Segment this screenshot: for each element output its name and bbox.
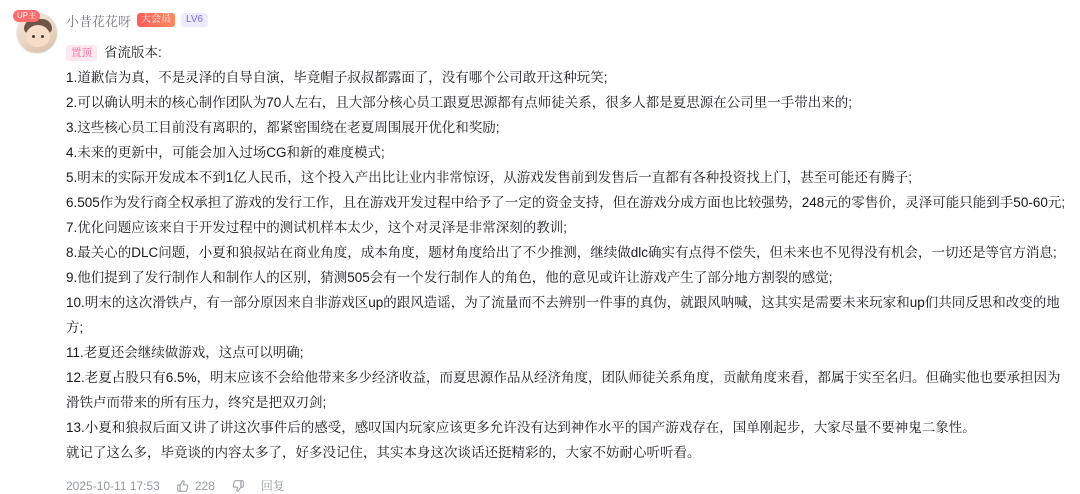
- comment-line-5: 5.明末的实际开发成本不到1亿人民币，这个投入产出比让业内非常惊讶，从游戏发售前到发售后一直都有各种投资找上门，甚至可能还有腾子;: [66, 170, 913, 185]
- avatar-up-badge: UP主: [13, 10, 40, 22]
- comment-line-11: 11.老夏还会继续做游戏，这点可以明确;: [66, 345, 304, 360]
- comment-line-14: 就记了这么多，毕竟谈的内容太多了，好多没记住，其实本身这次谈话还挺精彩的，大家不妨耐心听听看。: [66, 445, 701, 460]
- user-name[interactable]: 小昔花花呀: [66, 13, 132, 29]
- dislike-button[interactable]: [231, 479, 245, 493]
- user-row: [66, 10, 1066, 30]
- comment-line-4: 4.未来的更新中，可能会加入过场CG和新的难度模式;: [66, 145, 385, 160]
- comment-timestamp: 2025-10-11 17:53: [66, 478, 160, 493]
- reply-button[interactable]: 回复: [260, 479, 285, 493]
- comment-line-3: 3.这些核心员工目前没有离职的，都紧密围绕在老夏周围展开优化和奖励;: [66, 120, 500, 135]
- comment-content: [66, 40, 1066, 465]
- thumb-up-icon: [176, 479, 190, 493]
- comment-line-12: 12.老夏占股只有6.5%，明末应该不会给他带来多少经济收益，而夏思源作品从经济角度，团队师徒关系角度，贡献角度来看，都属于实至名归。但确实他也要承担因为滑铁卢而带来的所有压力，终究是把双刃剑;: [66, 370, 1061, 410]
- comment-footer: [66, 477, 1066, 494]
- avatar-face: [26, 25, 50, 47]
- comment-line-7: 7.优化问题应该来自于开发过程中的测试机样本太少，这个对灵泽是非常深刻的教训;: [66, 220, 568, 235]
- like-button[interactable]: [176, 479, 215, 493]
- avatar-eye-left: [32, 35, 35, 38]
- avatar[interactable]: [16, 12, 58, 54]
- level-badge: LV6: [181, 13, 208, 27]
- like-count: 228: [194, 478, 215, 493]
- avatar-eye-right: [41, 35, 44, 38]
- comment-line-6: 6.505作为发行商全权承担了游戏的发行工作，且在游戏开发过程中给予了一定的资金支持，但在游戏分成方面也比较强势，248元的零售价，灵泽可能只能到手50-60元;: [66, 195, 1066, 210]
- comment-line-13: 13.小夏和狼叔后面又讲了讲这次事件后的感受，感叹国内玩家应该更多允许没有达到神作水平的国产游戏存在，国单刚起步，大家尽量不要神鬼二象性。: [66, 420, 976, 435]
- comment-line-9: 9.他们提到了发行制作人和制作人的区别，猜测505会有一个发行制作人的角色，他的意见或许让游戏产生了部分地方割裂的感觉;: [66, 270, 833, 285]
- comment-line-2: 2.可以确认明末的核心制作团队为70人左右，且大部分核心员工跟夏思源都有点师徒关系，很多人都是夏思源在公司里一手带出来的;: [66, 95, 853, 110]
- comment-body: [66, 10, 1066, 494]
- pinned-badge: 置顶: [66, 45, 97, 61]
- comment-line-8: 8.最关心的DLC问题，小夏和狼叔站在商业角度，成本角度，题材角度给出了不少推测，继续做dlc确实有点得不偿失，但未来也不见得没有机会，一切还是等官方消息;: [66, 245, 1057, 260]
- vip-badge: 大会员: [137, 13, 175, 27]
- comment-line-1: 1.道歉信为真，不是灵泽的自导自演，毕竟帽子叔叔都露面了，没有哪个公司敢开这种玩笑;: [66, 70, 608, 85]
- comment-line-10: 10.明末的这次滑铁卢，有一部分原因来自非游戏区up的跟风造谣，为了流量而不去辨别一件事的真伪，就跟风呐喊，这其实是需要未来玩家和up们共同反思和改变的地方;: [66, 295, 1060, 335]
- comment-line-0-row: [66, 40, 1066, 65]
- comment-line-0: 省流版本:: [104, 45, 162, 60]
- thumb-down-icon: [231, 479, 245, 493]
